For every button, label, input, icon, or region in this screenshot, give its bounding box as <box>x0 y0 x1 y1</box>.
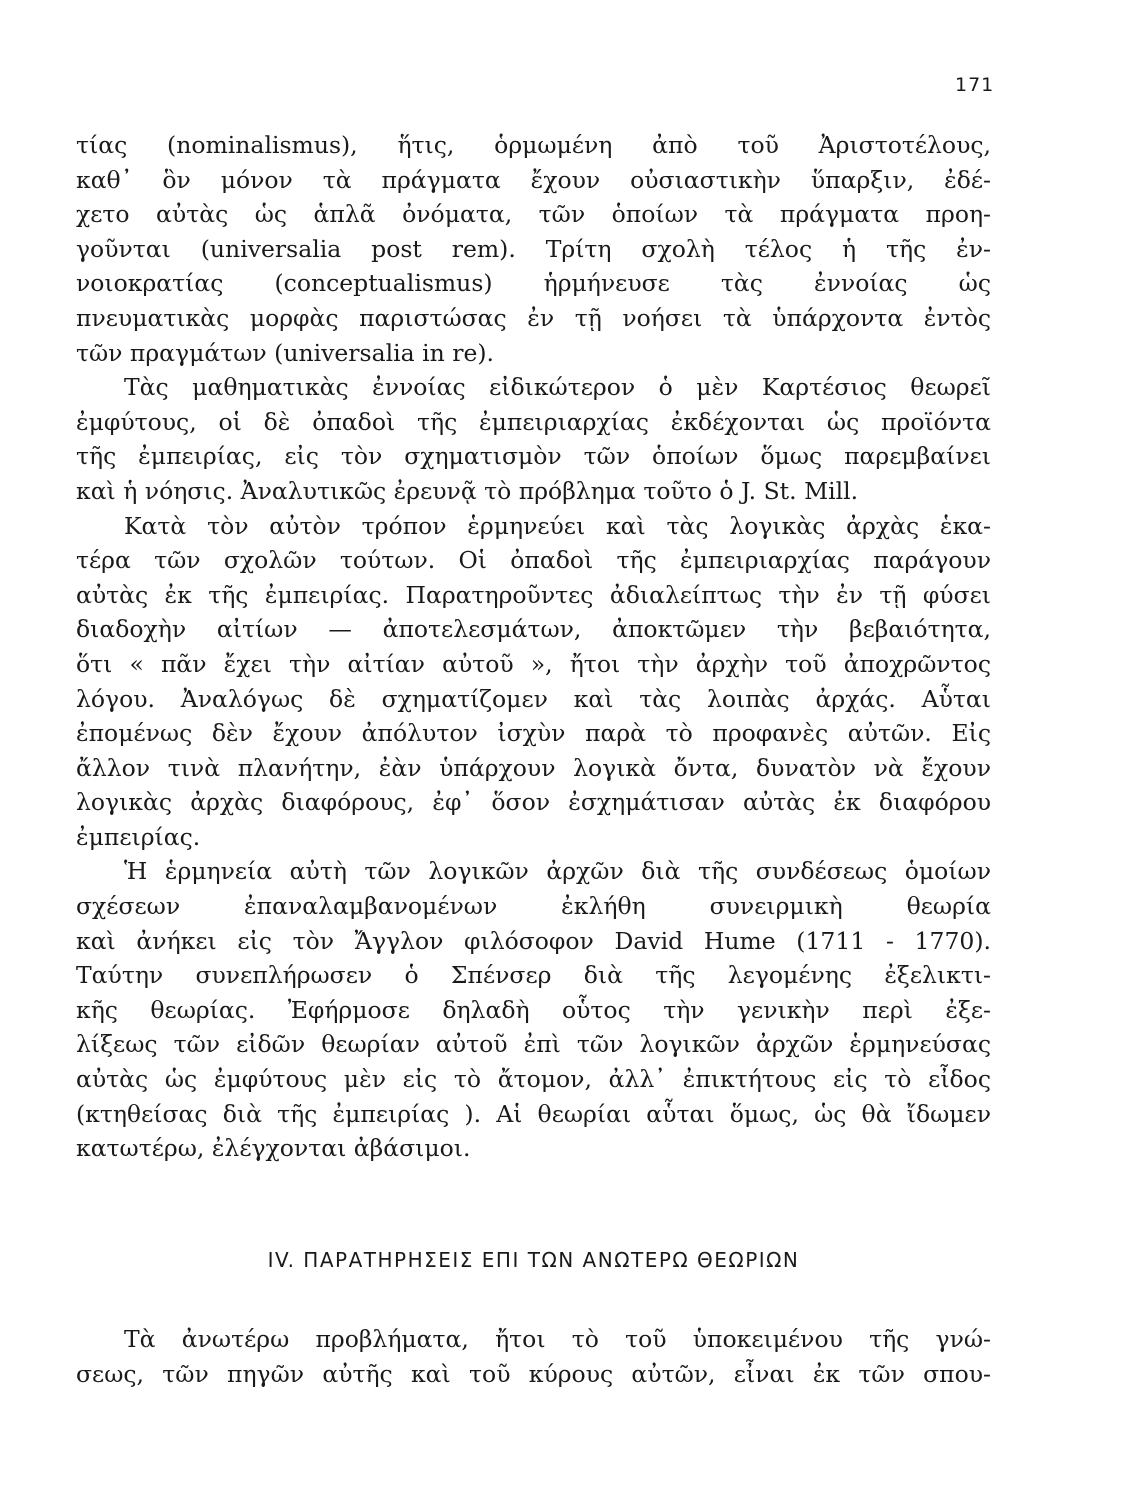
text-line: καὶ ἡ νόησις. Ἀναλυτικῶς ἐρευνᾷ τὸ πρόβλημα τοῦτο ὁ J. St. Mill. <box>76 476 859 505</box>
text-line: αὐτὰς ὡς ἐμφύτους μὲν εἰς τὸ ἄτομον, ἀλλ᾿ ἐπικτήτους εἰς τὸ εἶδος <box>76 1065 991 1094</box>
text-line: σχέσεων ἐπαναλαμβανομένων ἐκλήθη συνειρμικὴ θεωρία <box>76 892 991 921</box>
text-line: ἐμφύτους, οἱ δὲ ὀπαδοὶ τῆς ἐμπειριαρχίας ἐκδέχονται ὡς προϊόντα <box>76 407 991 436</box>
text-line: ἐμπειρίας. <box>76 822 201 851</box>
text-line: καθ᾿ ὃν μόνον τὰ πράγματα ἔχουν οὐσιαστικὴν ὕπαρξιν, ἐδέ- <box>76 165 991 194</box>
text-line: ἐπομένως δὲν ἔχουν ἀπόλυτον ἰσχὺν παρὰ τὸ προφανὲς αὐτῶν. Εἰς <box>76 719 991 748</box>
text-line: Τὰ ἀνωτέρω προβλήματα, ἤτοι τὸ τοῦ ὑποκειμένου τῆς γνώ- <box>124 1325 991 1353</box>
text-line: λίξεως τῶν εἰδῶν θεωρίαν αὐτοῦ ἐπὶ τῶν λογικῶν ἀρχῶν ἑρμηνεύσας <box>76 1030 991 1059</box>
section-heading: IV. ΠΑΡΑΤΗΡΗΣΕΙΣ ΕΠΙ ΤΩΝ ΑΝΩΤΕΡΩ ΘΕΩΡΙΩΝ <box>267 1248 800 1272</box>
text-line: τίας (nominalismus), ἥτις, ὁρμωμένη ἀπὸ τοῦ Ἀριστοτέλους, <box>76 131 991 159</box>
text-line: χετο αὐτὰς ὡς ἁπλᾶ ὀνόματα, τῶν ὁποίων τὰ πράγματα προη- <box>76 200 991 229</box>
text-line: διαδοχὴν αἰτίων — ἀποτελεσμάτων, ἀποκτῶμεν τὴν βεβαιότητα, <box>76 615 991 644</box>
text-line: ἄλλον τινὰ πλανήτην, ἐὰν ὑπάρχουν λογικὰ ὄντα, δυνατὸν νὰ ἔχουν <box>76 753 991 782</box>
text-line: ὅτι « πᾶν ἔχει τὴν αἰτίαν αὐτοῦ », ἤτοι τὴν ἀρχὴν τοῦ ἀποχρῶντος <box>76 649 991 678</box>
text-line: τῶν πραγμάτων (universalia in re). <box>76 338 495 367</box>
text-line: λόγου. Ἀναλόγως δὲ σχηματίζομεν καὶ τὰς λοιπὰς ἀρχάς. Αὗται <box>76 684 991 713</box>
text-line: Ἡ ἑρμηνεία αὐτὴ τῶν λογικῶν ἀρχῶν διὰ τῆς συνδέσεως ὁμοίων <box>124 857 991 886</box>
text-line: Κατὰ τὸν αὐτὸν τρόπον ἑρμηνεύει καὶ τὰς λογικὰς ἀρχὰς ἑκα- <box>124 511 991 540</box>
text-line: αὐτὰς ἐκ τῆς ἐμπειρίας. Παρατηροῦντες ἀδιαλείπτως τὴν ἐν τῇ φύσει <box>76 580 991 609</box>
text-line: λογικὰς ἀρχὰς διαφόρους, ἐφ᾿ ὅσον ἐσχημάτισαν αὐτὰς ἐκ διαφόρου <box>76 788 991 817</box>
closing-text <box>76 1322 991 1391</box>
text-line: Τὰς μαθηματικὰς ἐννοίας εἰδικώτερον ὁ μὲν Καρτέσιος θεωρεῖ <box>124 373 991 402</box>
text-line: νοιοκρατίας (conceptualismus) ἡρμήνευσε τὰς ἐννοίας ὡς <box>76 269 991 298</box>
text-line: τέρα τῶν σχολῶν τούτων. Οἱ ὀπαδοὶ τῆς ἐμπειριαρχίας παράγουν <box>76 546 991 575</box>
text-line: κατωτέρω, ἐλέγχονται ἀβάσιμοι. <box>76 1134 471 1163</box>
text-line: κῆς θεωρίας. Ἐφήρμοσε δηλαδὴ οὗτος τὴν γενικὴν περὶ ἐξε- <box>76 995 991 1024</box>
text-line: καὶ ἀνήκει εἰς τὸν Ἄγγλον φιλόσοφον David Hume (1711 - 1770). <box>76 926 991 955</box>
page-number: 171 <box>955 74 995 96</box>
text-line: πνευματικὰς μορφὰς παριστώσας ἐν τῇ νοήσει τὰ ὑπάρχοντα ἐντὸς <box>76 303 991 332</box>
text-line: Ταύτην συνεπλήρωσεν ὁ Σπένσερ διὰ τῆς λεγομένης ἐξελικτι- <box>76 961 991 990</box>
text-line: σεως, τῶν πηγῶν αὐτῆς καὶ τοῦ κύρους αὐτῶν, εἶναι ἐκ τῶν σπου- <box>76 1359 991 1388</box>
text-line: γοῦνται (universalia post rem). Τρίτη σχολὴ τέλος ἡ τῆς ἐν- <box>76 234 991 263</box>
text-line: τῆς ἐμπειρίας, εἰς τὸν σχηματισμὸν τῶν ὁποίων ὅμως παρεμβαίνει <box>76 442 991 471</box>
text-line: (κτηθείσας διὰ τῆς ἐμπειρίας ). Αἱ θεωρίαι αὗται ὅμως, ὡς θὰ ἴδωμεν <box>76 1099 991 1128</box>
body-text <box>76 128 991 1166</box>
